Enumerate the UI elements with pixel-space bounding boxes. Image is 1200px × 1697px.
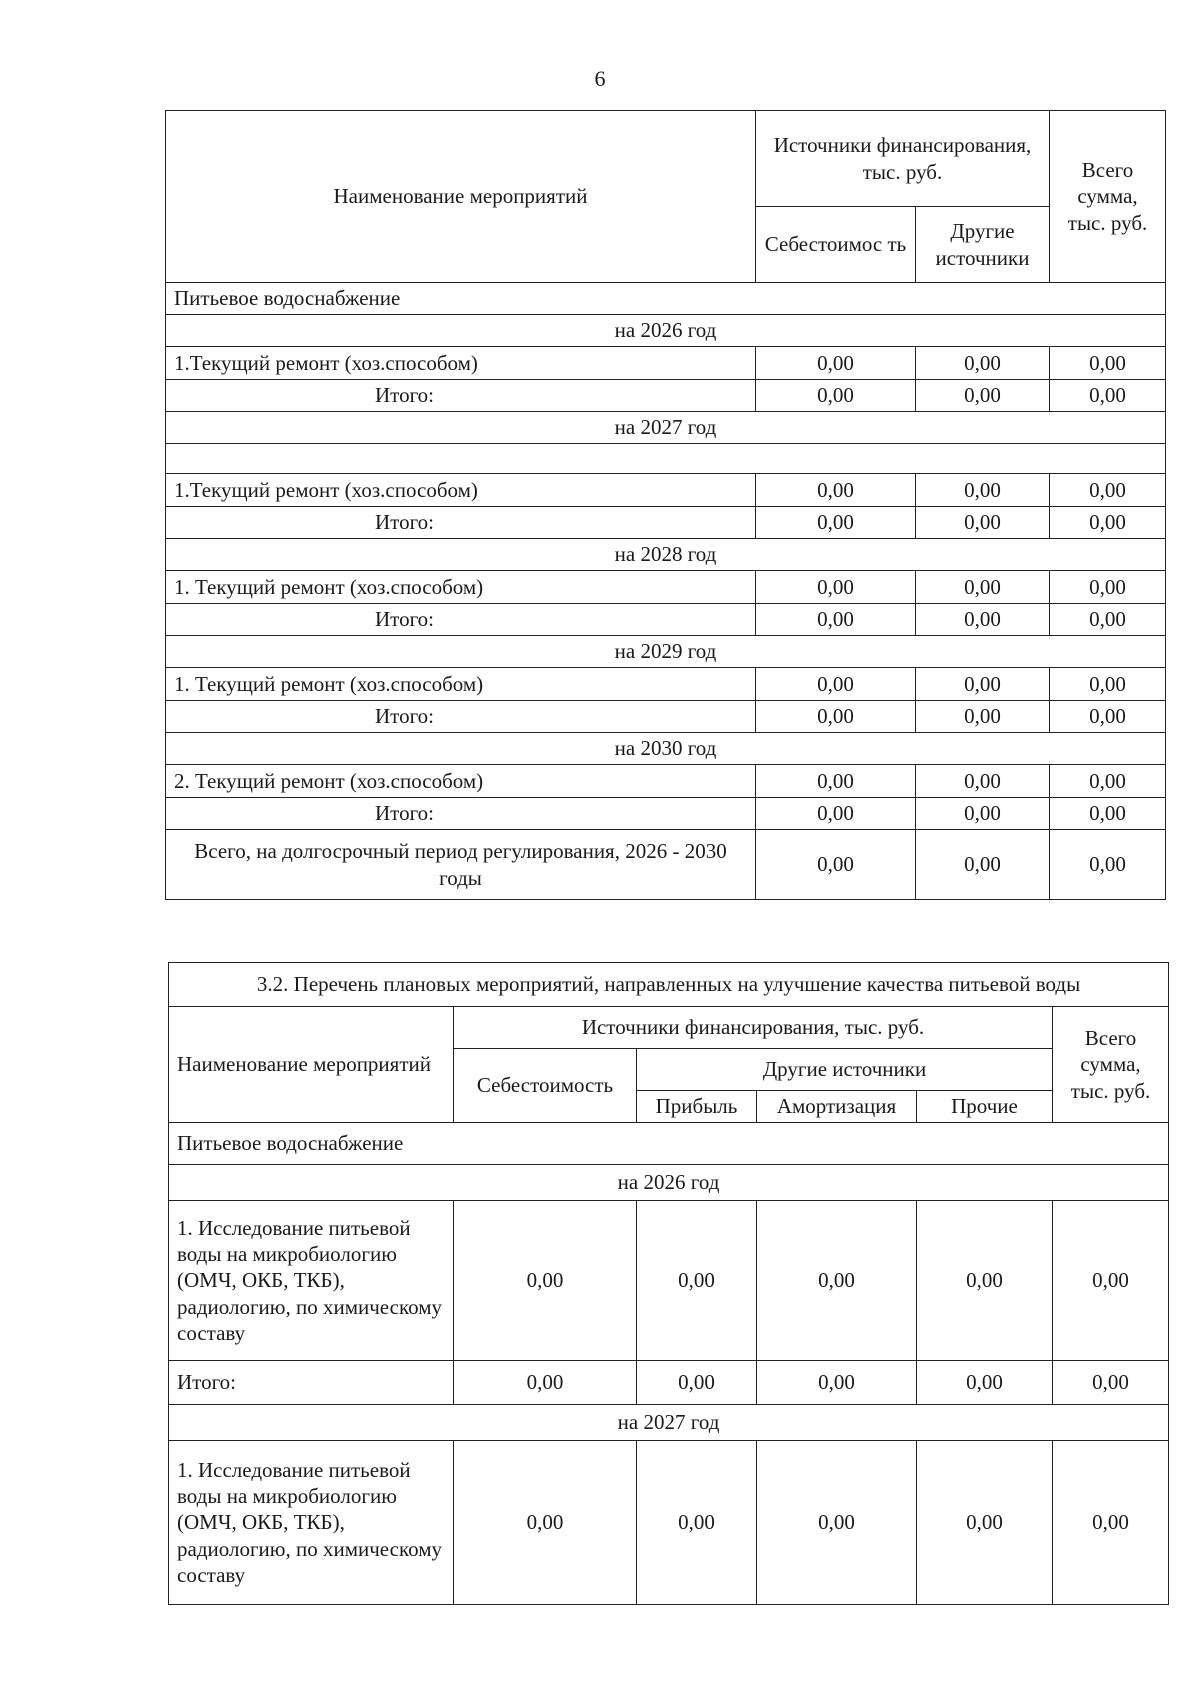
item-name: 2. Текущий ремонт (хоз.способом) <box>166 765 756 798</box>
value-cell: 0,00 <box>1050 347 1166 380</box>
value-cell: 0,00 <box>916 507 1050 539</box>
value-cell: 0,00 <box>916 830 1050 900</box>
year-label: на 2028 год <box>166 539 1166 571</box>
value-cell: 0,00 <box>917 1201 1053 1361</box>
item-name: 1.Текущий ремонт (хоз.способом) <box>166 474 756 507</box>
subtotal-row <box>166 798 1166 830</box>
value-cell: 0,00 <box>756 668 916 701</box>
year-label: на 2027 год <box>166 412 1166 444</box>
empty-row <box>166 444 1166 474</box>
subtotal-row <box>166 507 1166 539</box>
value-cell: 0,00 <box>917 1361 1053 1405</box>
value-cell: 0,00 <box>1050 701 1166 733</box>
value-cell: 0,00 <box>756 347 916 380</box>
table-row <box>169 1201 1169 1361</box>
table-row <box>166 571 1166 604</box>
year-label: на 2027 год <box>169 1405 1169 1441</box>
value-cell: 0,00 <box>1050 507 1166 539</box>
table-row <box>169 1441 1169 1605</box>
value-cell: 0,00 <box>1050 604 1166 636</box>
header-total: Всего сумма, тыс. руб. <box>1053 1007 1169 1123</box>
year-row <box>166 315 1166 347</box>
subtotal-row <box>169 1361 1169 1405</box>
table-row <box>166 765 1166 798</box>
value-cell: 0,00 <box>757 1201 917 1361</box>
year-label: на 2029 год <box>166 636 1166 668</box>
year-row <box>166 539 1166 571</box>
value-cell: 0,00 <box>1053 1361 1169 1405</box>
value-cell: 0,00 <box>916 571 1050 604</box>
section-row <box>169 1123 1169 1165</box>
year-label: на 2026 год <box>169 1165 1169 1201</box>
table-water-quality-plan <box>168 962 1169 1605</box>
header-profit: Прибыль <box>637 1091 757 1123</box>
value-cell: 0,00 <box>1050 571 1166 604</box>
section-title: Питьевое водоснабжение <box>166 283 1166 315</box>
subtotal-row <box>166 380 1166 412</box>
caption-row <box>169 963 1169 1007</box>
value-cell: 0,00 <box>1053 1441 1169 1605</box>
header-amortization: Амортизация <box>757 1091 917 1123</box>
value-cell: 0,00 <box>916 668 1050 701</box>
header-sources: Источники финансирования, тыс. руб. <box>454 1007 1053 1049</box>
subtotal-label: Итого: <box>166 507 756 539</box>
header-name: Наименование мероприятий <box>166 111 756 283</box>
value-cell: 0,00 <box>637 1441 757 1605</box>
value-cell: 0,00 <box>454 1201 637 1361</box>
value-cell: 0,00 <box>454 1441 637 1605</box>
item-name: 1. Текущий ремонт (хоз.способом) <box>166 668 756 701</box>
year-row <box>169 1405 1169 1441</box>
subtotal-label: Итого: <box>166 604 756 636</box>
table-repair-plan <box>165 110 1166 900</box>
value-cell: 0,00 <box>916 765 1050 798</box>
value-cell: 0,00 <box>637 1361 757 1405</box>
value-cell: 0,00 <box>756 765 916 798</box>
header-other: Другие источники <box>637 1049 1053 1091</box>
value-cell: 0,00 <box>1050 474 1166 507</box>
year-row <box>166 412 1166 444</box>
grand-total-label: Всего, на долгосрочный период регулирования, 2026 - 2030 годы <box>166 830 756 900</box>
header-cost: Себестоимос ть <box>756 207 916 283</box>
value-cell: 0,00 <box>916 474 1050 507</box>
year-row <box>169 1165 1169 1201</box>
value-cell: 0,00 <box>756 571 916 604</box>
value-cell: 0,00 <box>757 1441 917 1605</box>
value-cell: 0,00 <box>1050 798 1166 830</box>
value-cell: 0,00 <box>757 1361 917 1405</box>
item-name: 1. Исследование питьевой воды на микробиологию (ОМЧ, ОКБ, ТКБ), радиологию, по химическому составу <box>169 1441 454 1605</box>
value-cell: 0,00 <box>1050 380 1166 412</box>
table-row <box>166 347 1166 380</box>
value-cell: 0,00 <box>917 1441 1053 1605</box>
subtotal-row <box>166 604 1166 636</box>
table-header-row <box>169 1007 1169 1049</box>
subtotal-row <box>166 701 1166 733</box>
year-label: на 2030 год <box>166 733 1166 765</box>
subtotal-label: Итого: <box>169 1361 454 1405</box>
value-cell: 0,00 <box>756 798 916 830</box>
table-row <box>166 474 1166 507</box>
value-cell: 0,00 <box>916 347 1050 380</box>
value-cell: 0,00 <box>756 507 916 539</box>
header-total: Всего сумма, тыс. руб. <box>1050 111 1166 283</box>
table-header-row <box>166 111 1166 207</box>
value-cell: 0,00 <box>1053 1201 1169 1361</box>
subtotal-label: Итого: <box>166 380 756 412</box>
header-sources: Источники финансирования, тыс. руб. <box>756 111 1050 207</box>
table-row <box>166 668 1166 701</box>
empty-cell <box>166 444 1166 474</box>
value-cell: 0,00 <box>916 604 1050 636</box>
item-name: 1. Текущий ремонт (хоз.способом) <box>166 571 756 604</box>
header-name: Наименование мероприятий <box>169 1007 454 1123</box>
value-cell: 0,00 <box>1050 668 1166 701</box>
value-cell: 0,00 <box>916 701 1050 733</box>
value-cell: 0,00 <box>916 798 1050 830</box>
item-name: 1. Исследование питьевой воды на микробиологию (ОМЧ, ОКБ, ТКБ), радиологию, по химическому составу <box>169 1201 454 1361</box>
value-cell: 0,00 <box>756 830 916 900</box>
section-row <box>166 283 1166 315</box>
value-cell: 0,00 <box>756 474 916 507</box>
page-number: 6 <box>594 66 606 91</box>
grand-total-row <box>166 830 1166 900</box>
header-cost: Себестоимость <box>454 1049 637 1123</box>
year-label: на 2026 год <box>166 315 1166 347</box>
value-cell: 0,00 <box>756 701 916 733</box>
value-cell: 0,00 <box>916 380 1050 412</box>
subtotal-label: Итого: <box>166 701 756 733</box>
header-other: Другие источники <box>916 207 1050 283</box>
item-name: 1.Текущий ремонт (хоз.способом) <box>166 347 756 380</box>
value-cell: 0,00 <box>1050 830 1166 900</box>
subtotal-label: Итого: <box>166 798 756 830</box>
value-cell: 0,00 <box>454 1361 637 1405</box>
value-cell: 0,00 <box>637 1201 757 1361</box>
value-cell: 0,00 <box>1050 765 1166 798</box>
value-cell: 0,00 <box>756 604 916 636</box>
table-caption: 3.2. Перечень плановых мероприятий, направленных на улучшение качества питьевой воды <box>169 963 1169 1007</box>
value-cell: 0,00 <box>756 380 916 412</box>
year-row <box>166 636 1166 668</box>
header-misc: Прочие <box>917 1091 1053 1123</box>
section-title: Питьевое водоснабжение <box>169 1123 1169 1165</box>
year-row <box>166 733 1166 765</box>
